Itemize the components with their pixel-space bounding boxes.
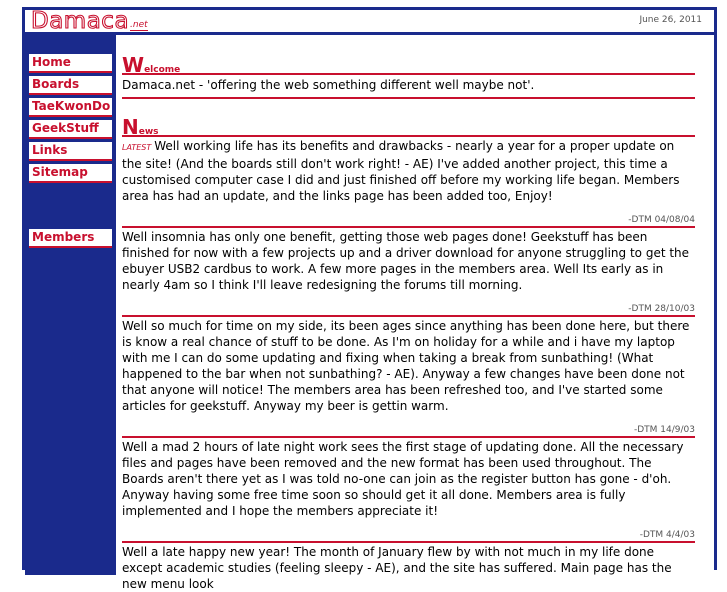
divider — [122, 73, 695, 75]
main-menu — [29, 54, 112, 186]
logo-suffix: .net — [130, 20, 148, 30]
news-item-text: Well a late happy new year! The month of January flew by with not much in my life done except academic studies (feeling sleepy - AE), and the site has suffered. Main page has the new menu look — [122, 545, 672, 591]
news-signature: -DTM 14/9/03 — [634, 425, 695, 435]
news-signature: -DTM 4/4/03 — [639, 530, 695, 540]
news-item-text: Well insomnia has only one benefit, getting those web pages done! Geekstuff has been finished for now with a few projects up and a driver download for anyone struggling to get the ebuyer USB2 cardbus to work. A few more pages in the members area. Well Its early as in nearly 4am so I think I'll leave redesigning the forums till morning. — [122, 230, 690, 292]
current-date: June 26, 2011 — [639, 15, 702, 25]
news-item-text: Well so much for time on my side, its been ages since anything has been done here, but there is know a real chance of stuff to be done. As I'm on holiday for a while and i have my laptop with me I can do some updating and fixing when taking a break from sunbathing! (What happened to the bar when not sunbathing? - AE). Anyway a few changes have been done not that anyone will notice! The members area has been refreshed too, and I've started some articles for geekstuff. Anyway my beer is gettin warm. — [122, 319, 690, 413]
news-item — [122, 138, 695, 204]
header-banner — [25, 10, 714, 35]
news-item-text: Well working life has its benefits and drawbacks - nearly a year for a proper update on the site! (And the boards still don't work right! - AE) I've added another project, this time a customised computer case I did and just finished off before my working life began. Members area has had an update, and the links page has been added too, Enjoy! — [122, 139, 680, 203]
welcome-heading-initial: W — [122, 53, 145, 77]
news-item — [122, 318, 695, 414]
menu-item-boards[interactable]: Boards — [29, 76, 112, 95]
divider — [122, 436, 695, 438]
news-signature: -DTM 28/10/03 — [628, 304, 695, 314]
sidebar — [25, 35, 116, 575]
welcome-heading — [122, 53, 695, 77]
latest-badge: LATEST — [122, 143, 152, 152]
divider — [122, 226, 695, 228]
news-heading-initial: N — [122, 115, 139, 139]
divider — [122, 135, 695, 137]
menu-item-taekwondo[interactable]: TaeKwonDo — [29, 98, 112, 117]
news-item — [122, 439, 695, 519]
news-signature: -DTM 04/08/04 — [628, 215, 695, 225]
menu-item-geekstuff[interactable]: GeekStuff — [29, 120, 112, 139]
divider — [122, 315, 695, 317]
logo-text: Damaca — [31, 8, 130, 34]
divider — [122, 541, 695, 543]
news-heading-rest: ews — [138, 127, 159, 137]
news-item — [122, 544, 695, 592]
site-logo[interactable] — [31, 9, 148, 33]
welcome-text: Damaca.net - 'offering the web something different well maybe not'. — [122, 78, 535, 92]
menu-item-links[interactable]: Links — [29, 142, 112, 161]
news-item-text: Well a mad 2 hours of late night work sees the first stage of updating done. All the necessary files and pages have been removed and the new format has been used throughout. The Boards aren't there yet as I was told no-one can join as the register button has gone - d'oh. Anyway having some free time soon so should get it all done. Members area is fully implemented and I hope the members appreciate it! — [122, 440, 684, 518]
menu-item-sitemap[interactable]: Sitemap — [29, 164, 112, 183]
news-item — [122, 229, 695, 293]
divider — [122, 97, 695, 99]
menu-item-home[interactable]: Home — [29, 54, 112, 73]
welcome-heading-rest: elcome — [144, 65, 181, 75]
members-menu — [29, 229, 112, 251]
news-heading — [122, 115, 695, 139]
menu-item-members[interactable]: Members — [29, 229, 112, 248]
page-frame — [22, 7, 717, 591]
main-content — [122, 39, 695, 592]
